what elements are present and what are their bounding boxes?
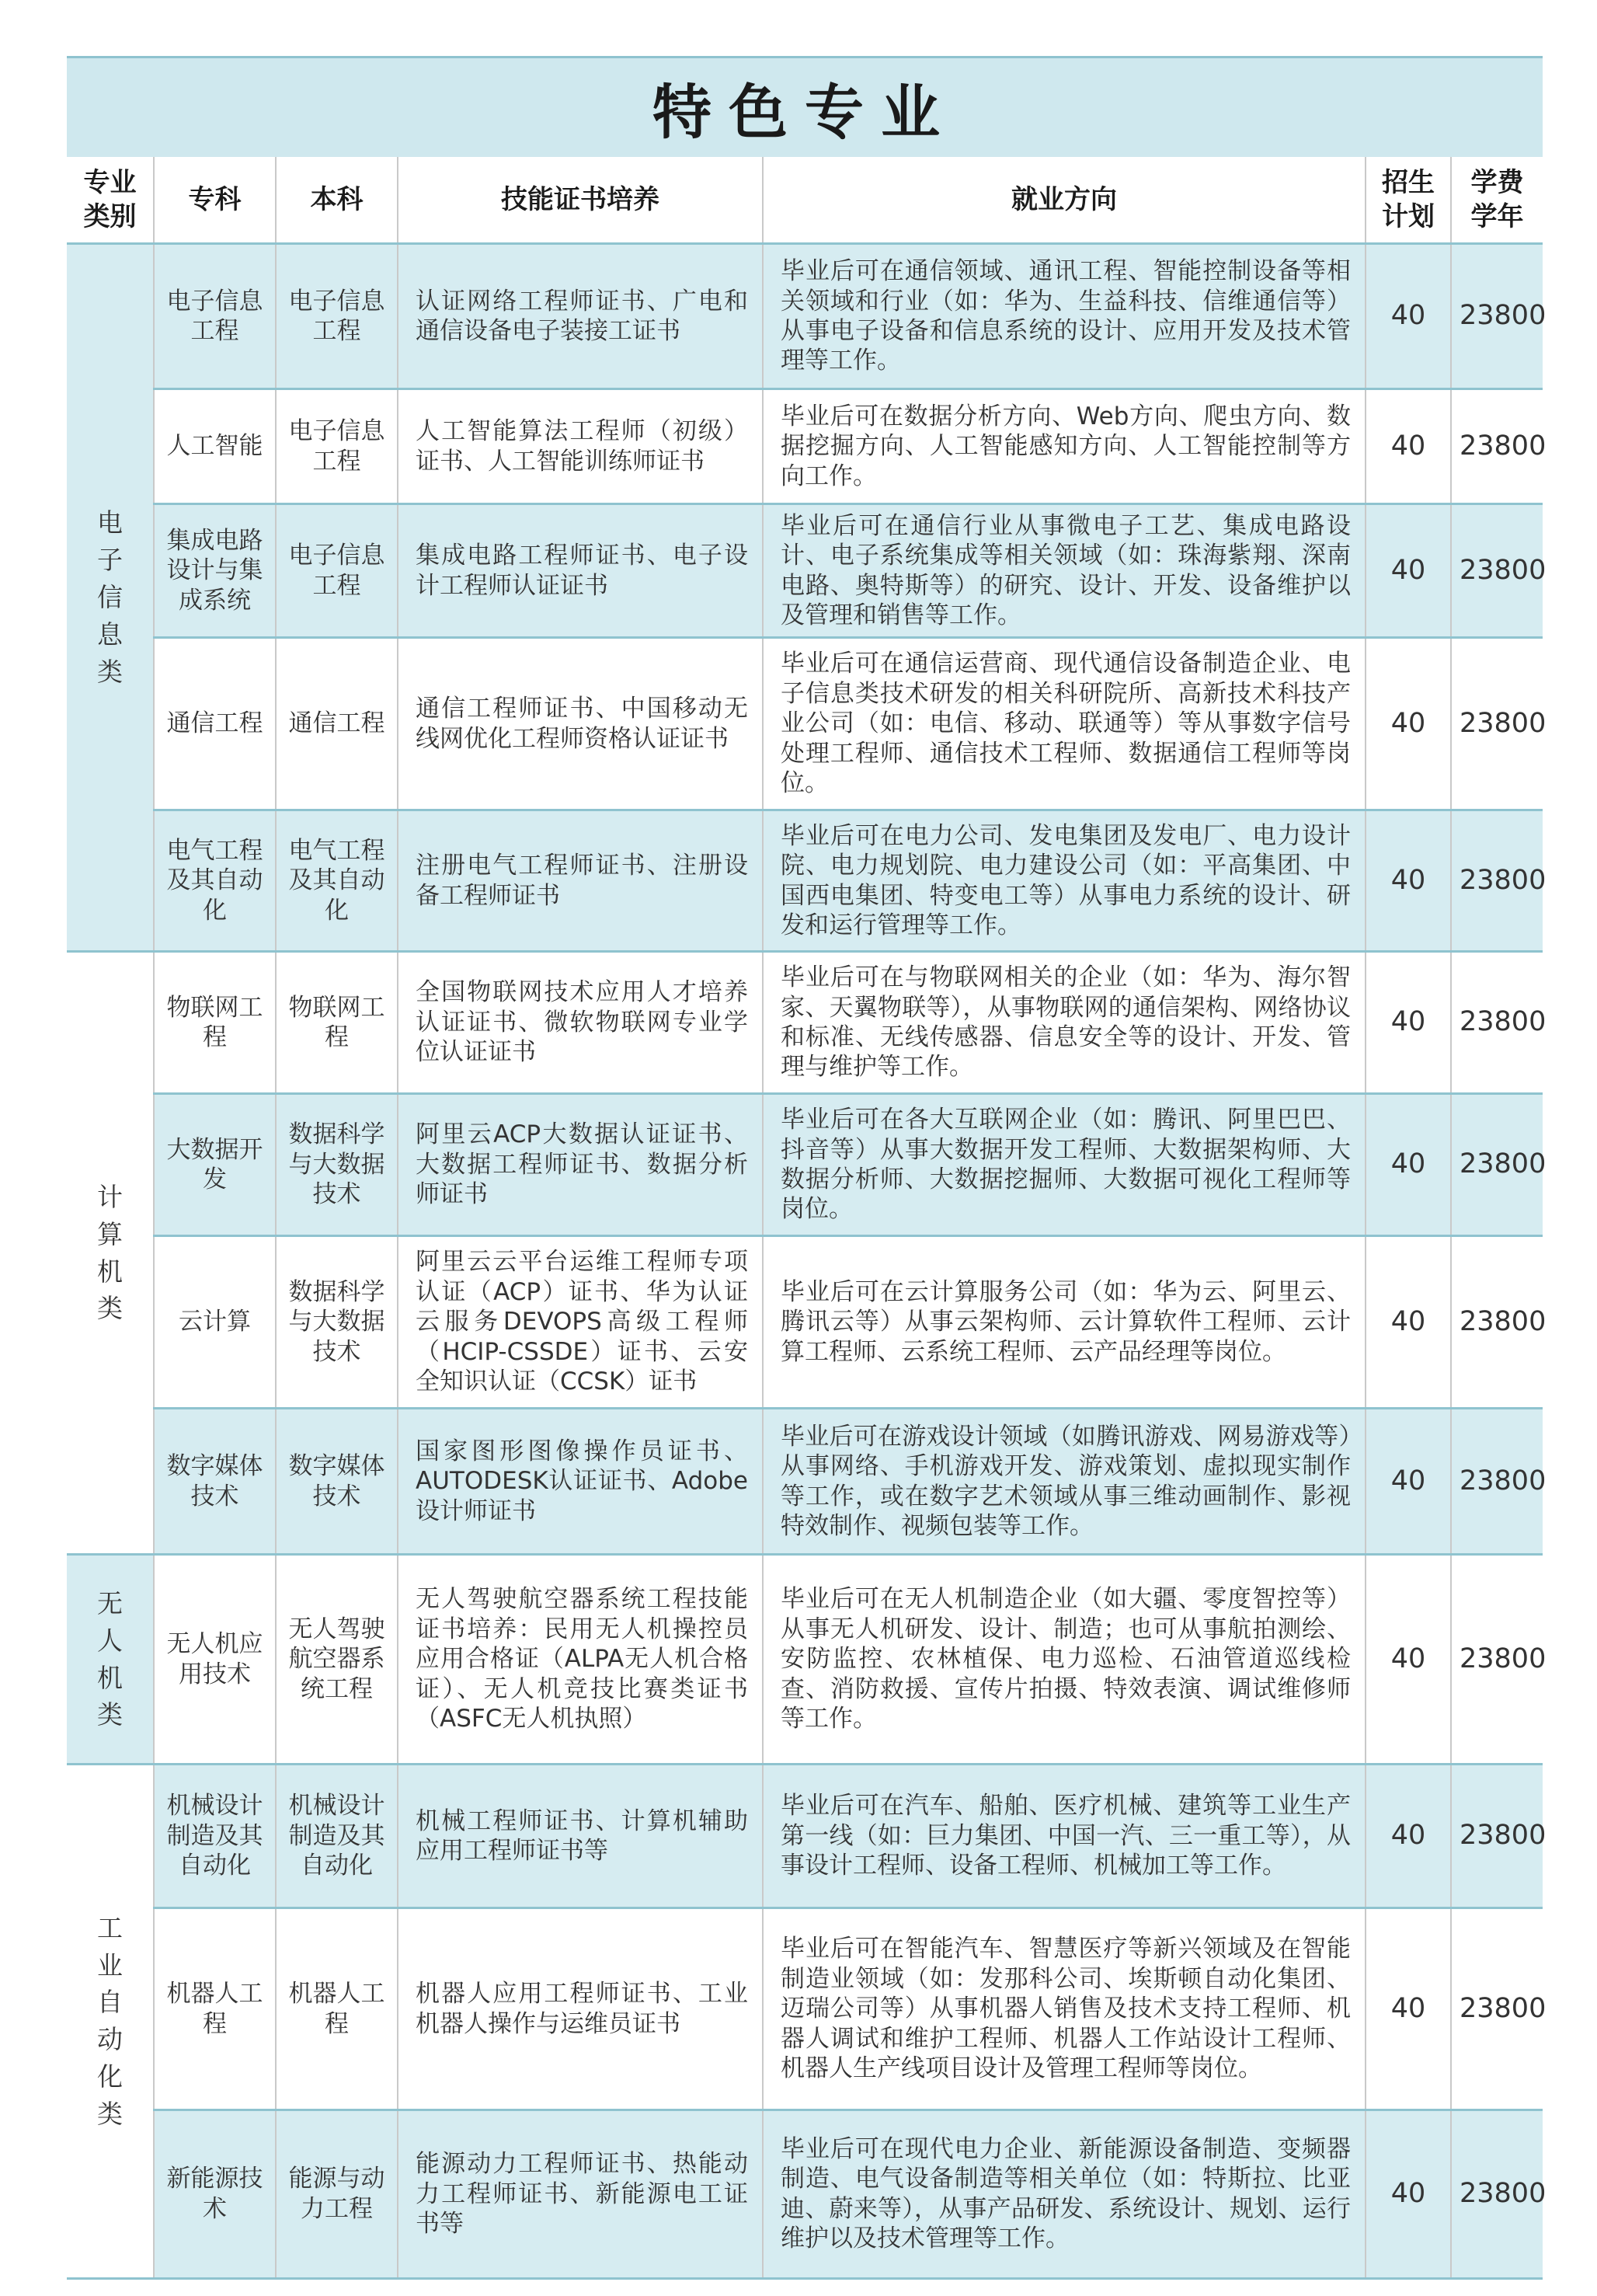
plan-value: 40 xyxy=(1366,1555,1451,1765)
table-row xyxy=(67,1908,1543,2110)
bachelor-major: 机械设计制造及其自动化 xyxy=(276,1765,398,1908)
fee-value: 23800 xyxy=(1451,1094,1543,1236)
table-row xyxy=(67,1236,1543,1409)
page-title: 特色专业 xyxy=(652,78,957,147)
fee-value: 23800 xyxy=(1451,1409,1543,1555)
bachelor-major: 数字媒体技术 xyxy=(276,1409,398,1555)
job-text: 毕业后可在无人机制造企业（如大疆、零度智控等）从事无人机研发、设计、制造；也可从事航拍测绘、安防监控、农林植保、电力巡检、石油管道巡线检查、消防救援、宣传片拍摄、特效表演、调试维修师等工作。 xyxy=(763,1555,1366,1765)
header-job: 就业方向 xyxy=(763,157,1366,244)
plan-value: 40 xyxy=(1366,952,1451,1094)
job-text: 毕业后可在游戏设计领域（如腾讯游戏、网易游戏等）从事网络、手机游戏开发、游戏策划、虚拟现实制作等工作，或在数字艺术领域从事三维动画制作、影视特效制作、视频包装等工作。 xyxy=(763,1409,1366,1555)
fee-value: 23800 xyxy=(1451,504,1543,638)
fee-value: 23800 xyxy=(1451,1765,1543,1908)
plan-value: 40 xyxy=(1366,1908,1451,2110)
bachelor-major: 无人驾驶航空器系统工程 xyxy=(276,1555,398,1765)
header-cert: 技能证书培养 xyxy=(398,157,763,244)
cert-text: 阿里云ACP大数据认证证书、大数据工程师证书、数据分析师证书 xyxy=(398,1094,763,1236)
job-text: 毕业后可在与物联网相关的企业（如：华为、海尔智家、天翼物联等），从事物联网的通信架构、网络协议和标准、无线传感器、信息安全等的设计、开发、管理与维护等工作。 xyxy=(763,952,1366,1094)
plan-value: 40 xyxy=(1366,1409,1451,1555)
table-row xyxy=(67,1765,1543,1908)
majors-sheet xyxy=(67,56,1547,2280)
table-row xyxy=(67,1555,1543,1765)
junior-major: 数字媒体技术 xyxy=(154,1409,276,1555)
plan-value: 40 xyxy=(1366,638,1451,810)
bachelor-major: 能源与动力工程 xyxy=(276,2110,398,2277)
bachelor-major: 电子信息工程 xyxy=(276,244,398,389)
cert-text: 能源动力工程师证书、热能动力工程师证书、新能源电工证书等 xyxy=(398,2110,763,2277)
header-junior: 专科 xyxy=(154,157,276,244)
cert-text: 国家图形图像操作员证书、AUTODESK认证证书、Adobe设计师证书 xyxy=(398,1409,763,1555)
junior-major: 机器人工程 xyxy=(154,1908,276,2110)
bachelor-major: 数据科学与大数据技术 xyxy=(276,1236,398,1409)
plan-value: 40 xyxy=(1366,810,1451,952)
junior-major: 人工智能 xyxy=(154,389,276,504)
fee-value: 23800 xyxy=(1451,810,1543,952)
title-banner xyxy=(67,56,1543,157)
header-category: 专业类别 xyxy=(67,157,154,244)
bottom-rule xyxy=(67,2277,1543,2280)
junior-major: 电子信息工程 xyxy=(154,244,276,389)
bachelor-major: 电子信息工程 xyxy=(276,504,398,638)
job-text: 毕业后可在智能汽车、智慧医疗等新兴领域及在智能制造业领域（如：发那科公司、埃斯顿自动化集团、迈瑞公司等）从事机器人销售及技术支持工程师、机器人调试和维护工程师、机器人工作站设计工程师、机器人生产线项目设计及管理工程师等岗位。 xyxy=(763,1908,1366,2110)
table-row xyxy=(67,1409,1543,1555)
cert-text: 人工智能算法工程师（初级）证书、人工智能训练师证书 xyxy=(398,389,763,504)
plan-value: 40 xyxy=(1366,1094,1451,1236)
fee-value: 23800 xyxy=(1451,1555,1543,1765)
job-text: 毕业后可在电力公司、发电集团及发电厂、电力设计院、电力规划院、电力建设公司（如：平高集团、中国西电集团、特变电工等）从事电力系统的设计、研发和运行管理等工作。 xyxy=(763,810,1366,952)
junior-major: 无人机应用技术 xyxy=(154,1555,276,1765)
fee-value: 23800 xyxy=(1451,244,1543,389)
plan-value: 40 xyxy=(1366,1765,1451,1908)
junior-major: 物联网工程 xyxy=(154,952,276,1094)
table-row xyxy=(67,504,1543,638)
category-automation: 工业自动化类 xyxy=(96,1912,123,2129)
plan-value: 40 xyxy=(1366,389,1451,504)
junior-major: 集成电路设计与集成系统 xyxy=(154,504,276,638)
cert-text: 通信工程师证书、中国移动无线网优化工程师资格认证证书 xyxy=(398,638,763,810)
category-electronics: 电子信息类 xyxy=(67,244,154,952)
table-row xyxy=(67,1094,1543,1236)
fee-value: 23800 xyxy=(1451,638,1543,810)
cert-text: 集成电路工程师证书、电子设计工程师认证证书 xyxy=(398,504,763,638)
plan-value: 40 xyxy=(1366,2110,1451,2277)
job-text: 毕业后可在通信领域、通讯工程、智能控制设备等相关领域和行业（如：华为、生益科技、信维通信等）从事电子设备和信息系统的设计、应用开发及技术管理等工作。 xyxy=(763,244,1366,389)
table-row xyxy=(67,952,1543,1094)
table-row xyxy=(67,244,1543,389)
job-text: 毕业后可在现代电力企业、新能源设备制造、变频器制造、电气设备制造等相关单位（如：特斯拉、比亚迪、蔚来等），从事产品研发、系统设计、规划、运行维护以及技术管理等工作。 xyxy=(763,2110,1366,2277)
junior-major: 通信工程 xyxy=(154,638,276,810)
job-text: 毕业后可在通信运营商、现代通信设备制造企业、电子信息类技术研发的相关科研院所、高新技术科技产业公司（如：电信、移动、联通等）等从事数字信号处理工程师、通信技术工程师、数据通信工程师等岗位。 xyxy=(763,638,1366,810)
job-text: 毕业后可在数据分析方向、Web方向、爬虫方向、数据挖掘方向、人工智能感知方向、人工智能控制等方向工作。 xyxy=(763,389,1366,504)
job-text: 毕业后可在云计算服务公司（如：华为云、阿里云、腾讯云等）从事云架构师、云计算软件工程师、云计算工程师、云系统工程师、云产品经理等岗位。 xyxy=(763,1236,1366,1409)
fee-value: 23800 xyxy=(1451,2110,1543,2277)
plan-value: 40 xyxy=(1366,244,1451,389)
cert-text: 认证网络工程师证书、广电和通信设备电子装接工证书 xyxy=(398,244,763,389)
fee-value: 23800 xyxy=(1451,389,1543,504)
plan-value: 40 xyxy=(1366,1236,1451,1409)
fee-value: 23800 xyxy=(1451,1908,1543,2110)
job-text: 毕业后可在通信行业从事微电子工艺、集成电路设计、电子系统集成等相关领域（如：珠海紫翔、深南电路、奥特斯等）的研究、设计、开发、设备维护以及管理和销售等工作。 xyxy=(763,504,1366,638)
header-plan: 招生计划 xyxy=(1366,157,1451,244)
bachelor-major: 通信工程 xyxy=(276,638,398,810)
fee-value: 23800 xyxy=(1451,952,1543,1094)
job-text: 毕业后可在各大互联网企业（如：腾讯、阿里巴巴、抖音等）从事大数据开发工程师、大数据架构师、大数据分析师、大数据挖掘师、大数据可视化工程师等岗位。 xyxy=(763,1094,1366,1236)
junior-major: 云计算 xyxy=(154,1236,276,1409)
cert-text: 机器人应用工程师证书、工业机器人操作与运维员证书 xyxy=(398,1908,763,2110)
bachelor-major: 电子信息工程 xyxy=(276,389,398,504)
table-row xyxy=(67,638,1543,810)
category-computer: 计算机类 xyxy=(96,1181,123,1324)
table-row xyxy=(67,2110,1543,2277)
header-fee: 学费学年 xyxy=(1451,157,1543,244)
category-uav: 无人机类 xyxy=(67,1555,154,1765)
table-row xyxy=(67,810,1543,952)
junior-major: 新能源技术 xyxy=(154,2110,276,2277)
cert-text: 全国物联网技术应用人才培养认证证书、微软物联网专业学位认证证书 xyxy=(398,952,763,1094)
bachelor-major: 机器人工程 xyxy=(276,1908,398,2110)
cert-text: 机械工程师证书、计算机辅助应用工程师证书等 xyxy=(398,1765,763,1908)
fee-value: 23800 xyxy=(1451,1236,1543,1409)
cert-text: 阿里云云平台运维工程师专项认证（ACP）证书、华为认证云服务DEVOPS高级工程师（HCIP-CSSDE）证书、云安全知识认证（CCSK）证书 xyxy=(398,1236,763,1409)
majors-table xyxy=(67,157,1547,2277)
header-bachelor: 本科 xyxy=(276,157,398,244)
junior-major: 大数据开发 xyxy=(154,1094,276,1236)
plan-value: 40 xyxy=(1366,504,1451,638)
header-row xyxy=(67,157,1543,244)
bachelor-major: 数据科学与大数据技术 xyxy=(276,1094,398,1236)
job-text: 毕业后可在汽车、船舶、医疗机械、建筑等工业生产第一线（如：巨力集团、中国一汽、三一重工等），从事设计工程师、设备工程师、机械加工等工作。 xyxy=(763,1765,1366,1908)
bachelor-major: 电气工程及其自动化 xyxy=(276,810,398,952)
bachelor-major: 物联网工程 xyxy=(276,952,398,1094)
cert-text: 无人驾驶航空器系统工程技能证书培养：民用无人机操控员应用合格证（ALPA无人机合格证）、无人机竞技比赛类证书（ASFC无人机执照） xyxy=(398,1555,763,1765)
junior-major: 电气工程及其自动化 xyxy=(154,810,276,952)
table-row xyxy=(67,389,1543,504)
junior-major: 机械设计制造及其自动化 xyxy=(154,1765,276,1908)
cert-text: 注册电气工程师证书、注册设备工程师证书 xyxy=(398,810,763,952)
